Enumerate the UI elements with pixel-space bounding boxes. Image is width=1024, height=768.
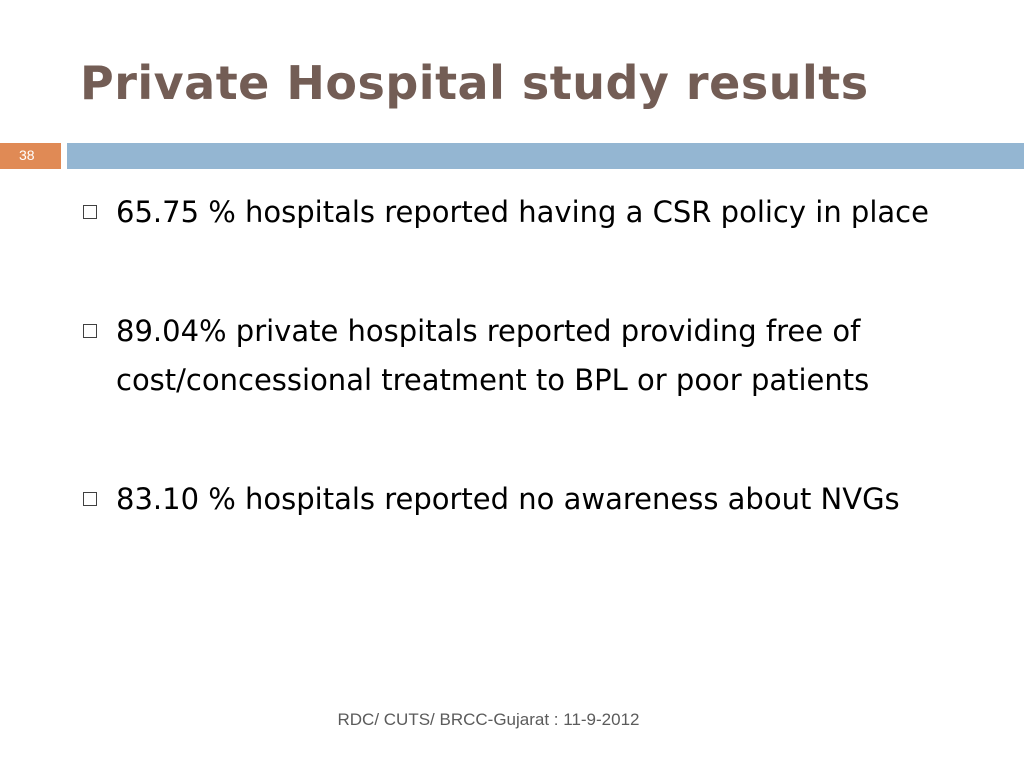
bullet-item xyxy=(80,475,980,524)
bullet-text: 89.04% private hospitals reported providing free of cost/concessional treatment to BPL or poor patients xyxy=(116,314,870,397)
bullet-list xyxy=(80,188,980,524)
bullet-item xyxy=(80,188,980,237)
bullet-text: 65.75 % hospitals reported having a CSR policy in place xyxy=(116,195,929,229)
square-bullet-icon xyxy=(83,324,97,338)
title-accent-bar xyxy=(67,143,1024,169)
square-bullet-icon xyxy=(83,205,97,219)
page-number-badge xyxy=(0,143,61,169)
page-number: 38 xyxy=(19,147,35,163)
slide-title: Private Hospital study results xyxy=(80,56,869,110)
square-bullet-icon xyxy=(83,492,97,506)
bullet-text: 83.10 % hospitals reported no awareness about NVGs xyxy=(116,482,900,516)
bullet-item xyxy=(80,307,980,405)
slide-footer: RDC/ CUTS/ BRCC-Gujarat : 11-9-2012 xyxy=(337,710,640,729)
